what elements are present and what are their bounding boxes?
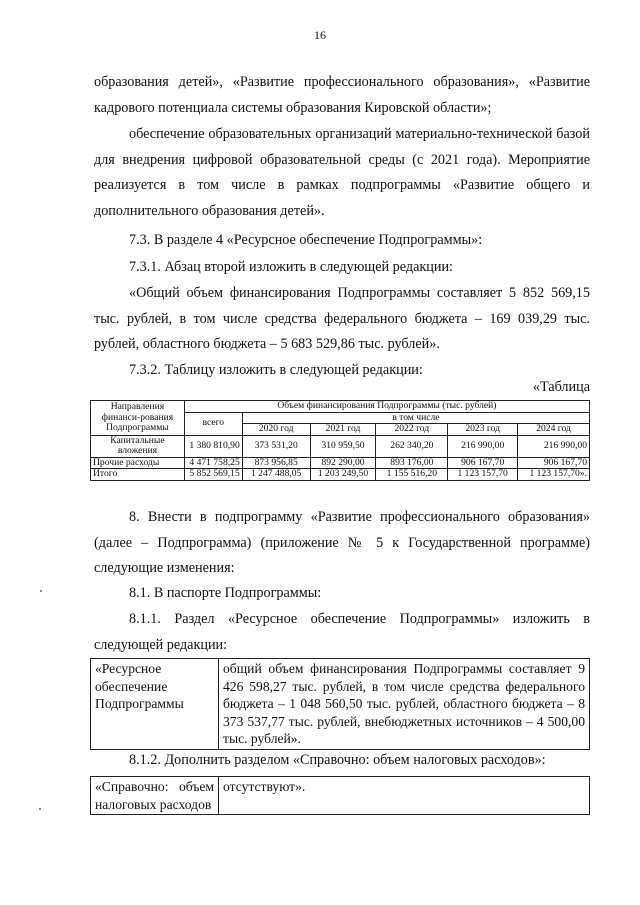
table-row [91,469,590,481]
row-value: 1 203 249,50 [310,469,376,481]
row-total: 4 471 758,25 [184,457,242,469]
year-header: 2024 год [518,424,590,436]
paragraph-2: обеспечение образовательных организаций материально-технической базой для внедрения цифровой образовательной среды (с 2021 года). Мероприятие реализуется в том числе в рамках подпрограммы «Развитие общего и дополнительного образования детей». [94,126,590,219]
row-value: 373 531,20 [242,435,310,457]
row-total: 5 852 569,15 [184,469,242,481]
table-row [91,435,590,457]
paragraph-3: 7.3. В разделе 4 «Ресурсное обеспечение Подпрограммы»: [129,232,483,248]
paragraph-8: 8.1. В паспорте Подпрограммы: [129,585,322,601]
paragraph-6: 7.3.2. Таблицу изложить в следующей редакции: [129,362,423,378]
year-header: 2023 год [448,424,518,436]
row-value: 893 176,00 [376,457,448,469]
row-label: Итого [91,469,185,481]
row-value: 906 167,70 [448,457,518,469]
volume-header: Объем финансирования Подпрограммы (тыс. рублей) [184,401,589,413]
financing-table [90,400,590,481]
year-header: 2021 год [310,424,376,436]
table-row [91,457,590,469]
row-label: Прочие расходы [91,457,185,469]
tax-expenses-box [90,776,590,815]
row-value: 892 290,00 [310,457,376,469]
row-value: 873 956,85 [242,457,310,469]
row-total: 1 380 810,90 [184,435,242,457]
row-value: 216 990,00 [518,435,590,457]
resources-box-text: общий объем финансирования Подпрограммы составляет 9 426 598,27 тыс. рублей, в том числе средства федерального бюджета – 1 048 560,50 тыс. рублей, областного бюджета – 8 373 537,77 тыс. рублей, внебюджетных источников – 4 500,00 тыс. рублей». [219,659,590,750]
row-label: Капитальные вложения [91,435,185,457]
resources-box [90,658,590,750]
row-value: 1 155 516,20 [376,469,448,481]
year-header: 2022 год [376,424,448,436]
paragraph-1: образования детей», «Развитие профессионального образования», «Развитие кадрового потенциала системы образования Кировской области»; [94,74,590,116]
scan-speck [40,590,42,592]
row-value: 1 247 488,05 [242,469,310,481]
direction-header: Направления финанси-рования Подпрограммы [91,401,185,436]
total-header: всего [184,412,242,435]
row-value: 216 990,00 [448,435,518,457]
paragraph-4: 7.3.1. Абзац второй изложить в следующей редакции: [129,259,453,275]
resources-box-label: «Ресурсное обеспечение Подпрограммы [91,659,219,750]
scan-speck [39,808,41,810]
table-label: «Таблица [532,379,590,395]
paragraph-5: «Общий объем финансирования Подпрограммы составляет 5 852 569,15 тыс. рублей, в том числе средства федерального бюджета – 169 039,29 тыс. рублей, областного бюджета – 5 683 529,86 тыс. рублей». [94,285,590,352]
tax-expenses-text: отсутствуют». [219,777,590,815]
paragraph-10: 8.1.2. Дополнить разделом «Справочно: объем налоговых расходов»: [129,752,546,768]
row-value: 310 959,50 [310,435,376,457]
year-header: 2020 год [242,424,310,436]
paragraph-7: 8. Внести в подпрограмму «Развитие профессионального образования» (далее – Подпрограмма) (приложение № 5 к Государственной программе) следующие изменения: [94,509,590,576]
paragraph-9: 8.1.1. Раздел «Ресурсное обеспечение Подпрограммы» изложить в следующей редакции: [94,611,590,653]
row-value: 906 167,70 [518,457,590,469]
tax-expenses-label: «Справочно: объем налоговых расходов [91,777,219,815]
including-header: в том числе [242,412,589,424]
row-value: 262 340,20 [376,435,448,457]
page-number: 16 [314,28,326,42]
row-value: 1 123 157,70 [448,469,518,481]
row-value: 1 123 157,70». [518,469,590,481]
